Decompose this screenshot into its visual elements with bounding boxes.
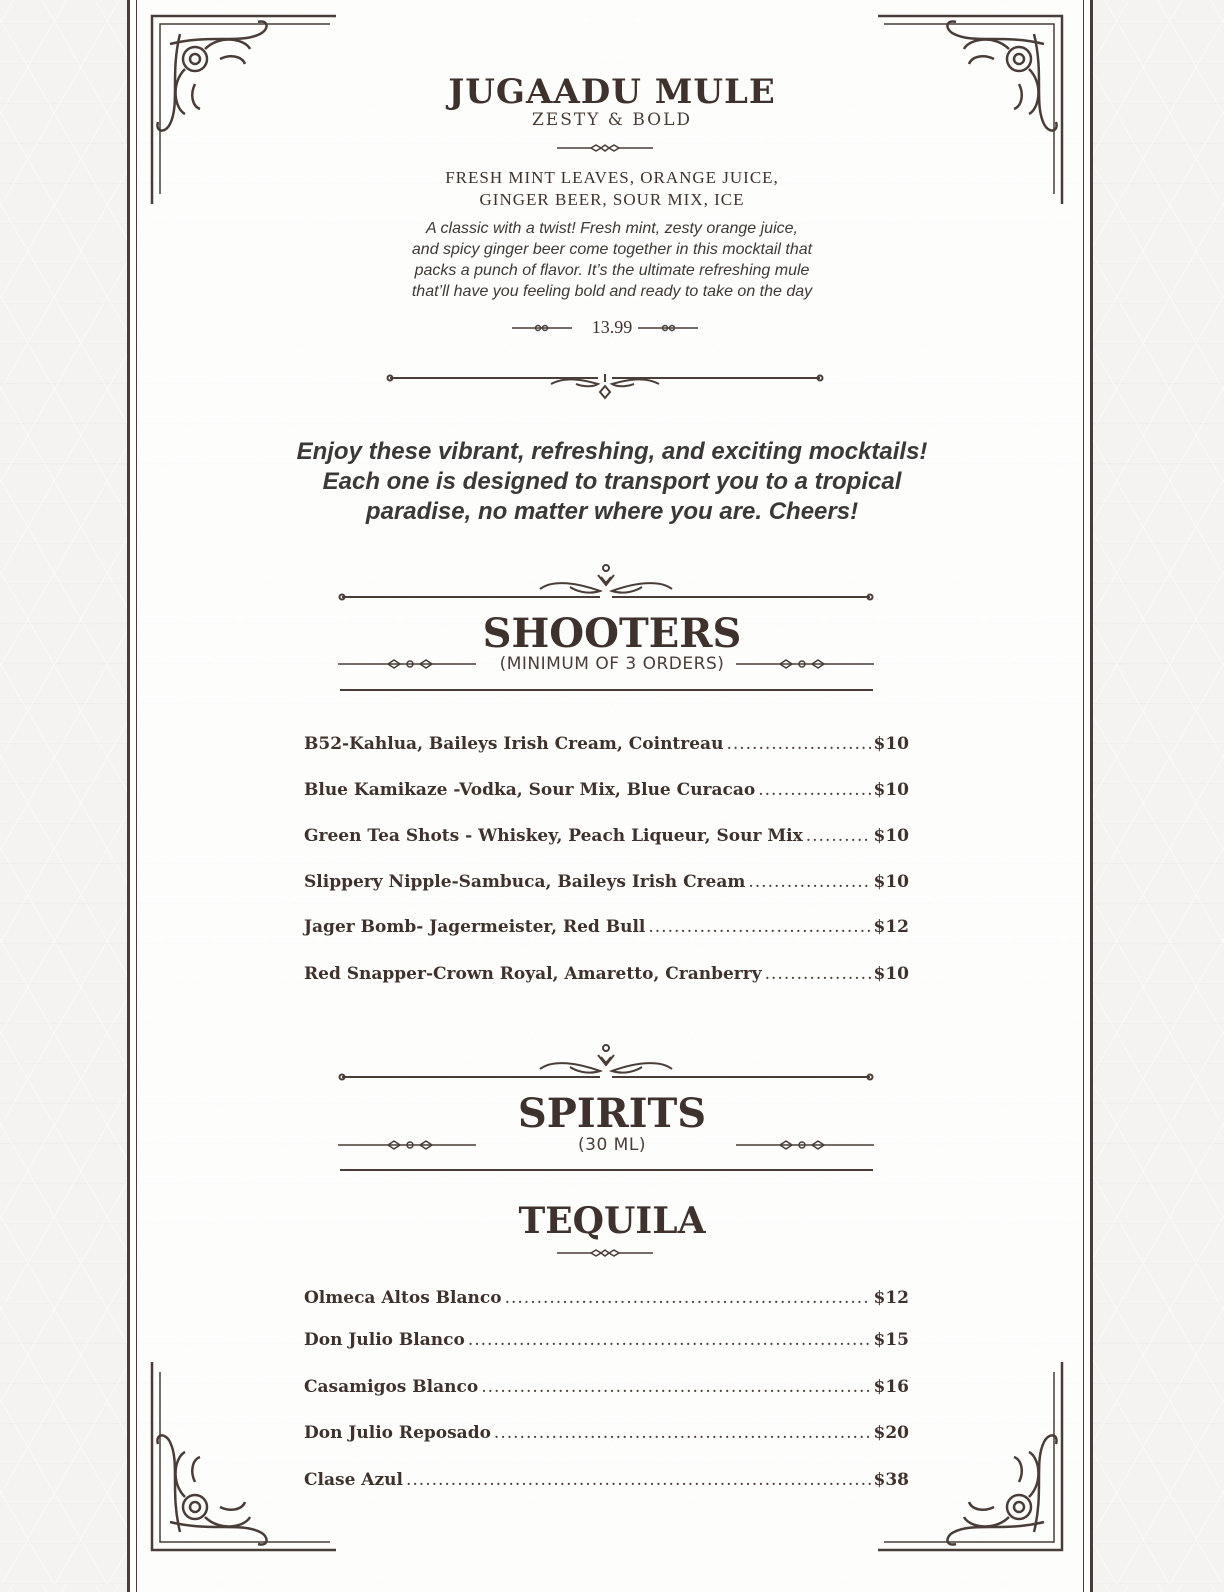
- leader-dots: [765, 964, 871, 984]
- list-item: [304, 1423, 909, 1447]
- leader-dots: [406, 1470, 871, 1490]
- intro-text: [0, 437, 1224, 527]
- leader-dots: [468, 1330, 871, 1350]
- leader-dots: [648, 917, 870, 937]
- list-item: [304, 826, 909, 850]
- leader-dots: [726, 734, 870, 754]
- mule-description-line: that’ll have you feeling bold and ready to take on the day: [411, 283, 813, 300]
- item-price: $10: [873, 734, 909, 754]
- spirits-flourish: [338, 1043, 874, 1083]
- item-price: $12: [873, 1288, 909, 1308]
- mule-description: [0, 218, 1224, 302]
- spirits-title: SPIRITS: [517, 1090, 707, 1137]
- item-price: $10: [873, 964, 909, 984]
- list-item: [304, 872, 909, 896]
- item-name: Clase Azul: [304, 1470, 403, 1490]
- item-name: Don Julio Reposado: [304, 1423, 491, 1443]
- item-price: $10: [873, 826, 909, 846]
- list-item: [304, 780, 909, 804]
- mule-price: 13.99: [591, 317, 633, 337]
- mule-description-line: A classic with a twist! Fresh mint, zesty orange juice,: [426, 220, 798, 237]
- leader-dots: [505, 1288, 871, 1308]
- item-name: Jager Bomb- Jagermeister, Red Bull: [304, 917, 646, 937]
- leader-dots: [481, 1377, 870, 1397]
- list-item: [304, 917, 909, 941]
- mule-ingredients: [0, 167, 1224, 211]
- intro-line: Each one is designed to transport you to a tropical: [322, 468, 902, 495]
- shooters-underline: [340, 689, 873, 691]
- item-name: Blue Kamikaze -Vodka, Sour Mix, Blue Curacao: [304, 780, 756, 800]
- item-price: $20: [873, 1423, 909, 1443]
- list-item: [304, 964, 909, 988]
- item-name: Casamigos Blanco: [304, 1377, 479, 1397]
- mule-title: JUGAADU MULE: [448, 72, 776, 112]
- item-price: $10: [873, 872, 909, 892]
- spirits-underline: [340, 1169, 873, 1171]
- spirits-sub-ornament-right: [736, 1138, 874, 1152]
- flourish-divider: [386, 370, 824, 404]
- item-price: $10: [873, 780, 909, 800]
- spirits-subtitle: (30 ML): [578, 1135, 646, 1155]
- item-price: $12: [873, 917, 909, 937]
- price-ornament-right: [638, 322, 698, 334]
- leader-dots: [806, 826, 871, 846]
- item-price: $16: [873, 1377, 909, 1397]
- shooters-flourish: [338, 563, 874, 603]
- list-item: [304, 734, 909, 758]
- leader-dots: [758, 780, 870, 800]
- item-name: Slippery Nipple-Sambuca, Baileys Irish Cream: [304, 872, 746, 892]
- intro-line: Enjoy these vibrant, refreshing, and exciting mocktails!: [296, 438, 928, 465]
- tequila-title: TEQUILA: [518, 1200, 706, 1242]
- leader-dots: [494, 1423, 871, 1443]
- list-item: [304, 1288, 909, 1312]
- item-name: Don Julio Blanco: [304, 1330, 465, 1350]
- mule-ingredients-line-2: GINGER BEER, SOUR MIX, ICE: [479, 190, 745, 209]
- item-name: Green Tea Shots - Whiskey, Peach Liqueur, Sour Mix: [304, 826, 803, 846]
- list-item: [304, 1470, 909, 1494]
- mule-description-line: and spicy ginger beer come together in this mocktail that: [411, 241, 813, 258]
- item-price: $15: [873, 1330, 909, 1350]
- mule-description-line: packs a punch of flavor. It’s the ultimate refreshing mule: [414, 262, 810, 279]
- intro-line: paradise, no matter where you are. Cheers!: [365, 498, 859, 525]
- shooters-subtitle: (MINIMUM OF 3 ORDERS): [499, 654, 725, 674]
- shooters-sub-ornament-right: [736, 657, 874, 671]
- list-item: [304, 1330, 909, 1354]
- item-name: Olmeca Altos Blanco: [304, 1288, 502, 1308]
- item-price: $38: [873, 1470, 909, 1490]
- item-name: B52-Kahlua, Baileys Irish Cream, Cointreau: [304, 734, 724, 754]
- shooters-title: SHOOTERS: [482, 610, 742, 657]
- list-item: [304, 1377, 909, 1401]
- item-name: Red Snapper-Crown Royal, Amaretto, Cranberry: [304, 964, 762, 984]
- tequila-divider-ornament: [557, 1246, 653, 1260]
- mule-ingredients-line-1: FRESH MINT LEAVES, ORANGE JUICE,: [445, 168, 779, 187]
- mule-subtitle: ZESTY & BOLD: [531, 110, 693, 130]
- leader-dots: [748, 872, 870, 892]
- mule-divider-ornament: [557, 141, 653, 155]
